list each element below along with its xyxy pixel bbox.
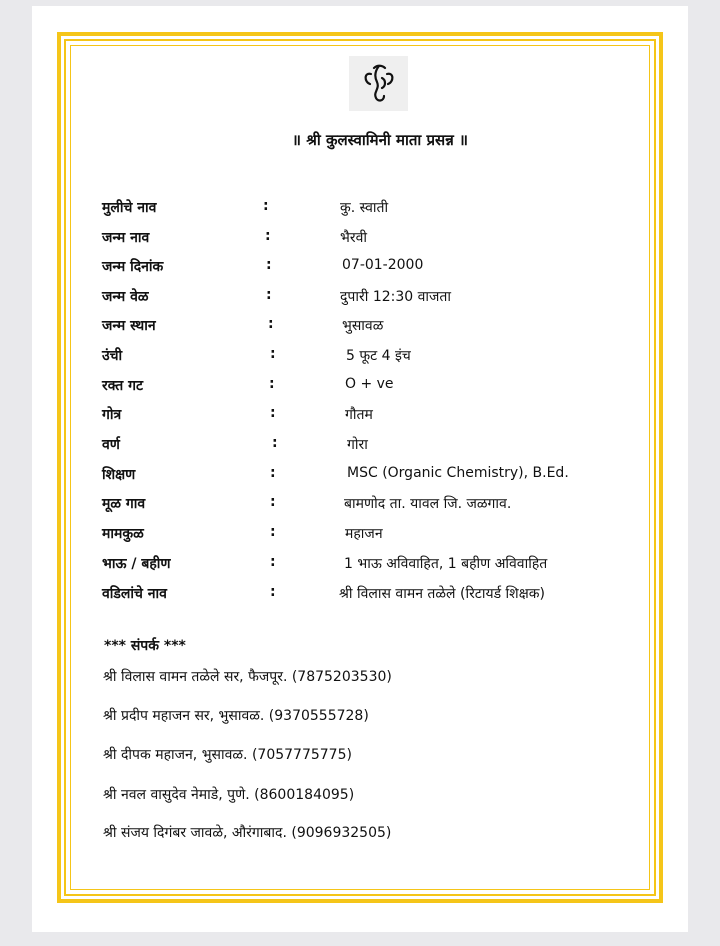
detail-separator: : <box>272 435 278 451</box>
detail-row <box>0 287 720 309</box>
detail-row <box>0 257 720 279</box>
detail-value: 5 फूट 4 इंच <box>346 348 411 364</box>
detail-value: श्री विलास वामन तळेले (रिटायर्ड शिक्षक) <box>339 586 545 602</box>
ganesha-logo <box>349 56 408 111</box>
detail-separator: : <box>268 316 274 332</box>
detail-value: O + ve <box>345 376 394 392</box>
detail-separator: : <box>270 524 276 540</box>
detail-label: रक्त गट <box>102 378 144 394</box>
contact-item: श्री दीपक महाजन, भुसावळ. (7057775775) <box>103 747 352 763</box>
detail-row <box>0 554 720 576</box>
detail-value: दुपारी 12:30 वाजता <box>340 289 452 305</box>
detail-separator: : <box>266 257 272 273</box>
detail-separator: : <box>269 376 275 392</box>
detail-label: उंची <box>102 348 123 364</box>
detail-label: जन्म स्थान <box>102 318 156 334</box>
detail-row <box>0 494 720 516</box>
ganesha-icon <box>358 62 400 106</box>
detail-value: कु. स्वाती <box>340 200 389 216</box>
detail-separator: : <box>270 494 276 510</box>
detail-row <box>0 198 720 220</box>
detail-separator: : <box>270 584 276 600</box>
detail-value: भैरवी <box>340 230 367 246</box>
detail-row <box>0 316 720 338</box>
detail-value: MSC (Organic Chemistry), B.Ed. <box>347 465 569 481</box>
detail-value: भुसावळ <box>342 318 384 334</box>
detail-value: गोरा <box>347 437 368 453</box>
detail-label: वडिलांचे नाव <box>102 586 167 602</box>
detail-value: 1 भाऊ अविवाहित, 1 बहीण अविवाहित <box>344 556 548 572</box>
detail-label: वर्ण <box>102 437 120 453</box>
detail-row <box>0 376 720 398</box>
detail-row <box>0 465 720 487</box>
contact-item: श्री नवल वासुदेव नेमाडे, पुणे. (8600184095) <box>103 787 355 803</box>
detail-separator: : <box>270 465 276 481</box>
detail-separator: : <box>265 228 271 244</box>
detail-separator: : <box>263 198 269 214</box>
contact-item: श्री विलास वामन तळेले सर, फैजपूर. (7875203530) <box>103 669 392 685</box>
page-title: ॥ श्री कुलस्वामिनी माता प्रसन्न ॥ <box>292 131 468 149</box>
detail-row <box>0 524 720 546</box>
detail-label: गोत्र <box>102 407 122 423</box>
detail-label: मूळ गाव <box>102 496 146 512</box>
detail-value: महाजन <box>345 526 383 542</box>
detail-separator: : <box>270 346 276 362</box>
detail-row <box>0 435 720 457</box>
detail-row <box>0 584 720 606</box>
detail-value: बामणोद ता. यावल जि. जळगाव. <box>344 496 512 512</box>
detail-separator: : <box>270 554 276 570</box>
detail-separator: : <box>270 405 276 421</box>
detail-label: जन्म दिनांक <box>102 259 164 275</box>
detail-label: मुलीचे नाव <box>102 200 157 216</box>
detail-label: मामकुळ <box>102 526 144 542</box>
detail-separator: : <box>266 287 272 303</box>
detail-value: गौतम <box>345 407 373 423</box>
detail-label: जन्म वेळ <box>102 289 149 305</box>
contact-heading: *** संपर्क *** <box>104 638 186 654</box>
detail-row <box>0 405 720 427</box>
detail-label: शिक्षण <box>102 467 136 483</box>
detail-label: भाऊ / बहीण <box>102 556 171 572</box>
contact-item: श्री प्रदीप महाजन सर, भुसावळ. (9370555728) <box>103 708 369 724</box>
detail-row <box>0 346 720 368</box>
detail-value: 07-01-2000 <box>342 257 424 273</box>
contact-item: श्री संजय दिगंबर जावळे, औरंगाबाद. (9096932505) <box>103 825 392 841</box>
detail-label: जन्म नाव <box>102 230 150 246</box>
detail-row <box>0 228 720 250</box>
